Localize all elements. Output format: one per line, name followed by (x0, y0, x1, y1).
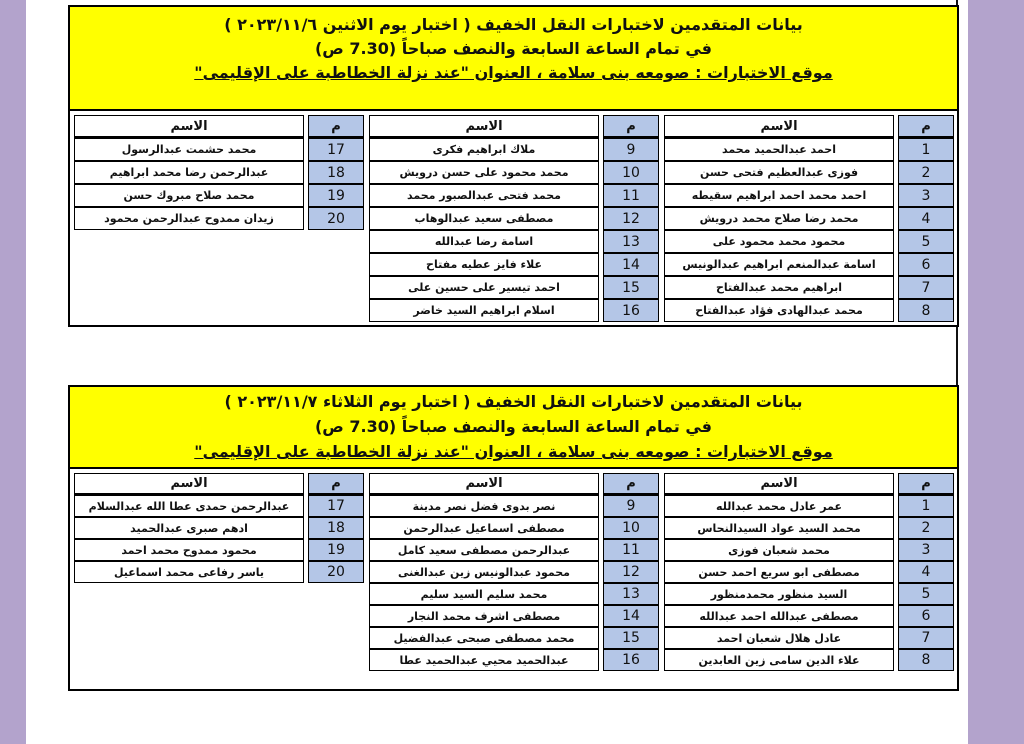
candidate-number: 2 (898, 161, 954, 184)
candidate-name: مصطفى ابو سريع احمد حسن (664, 561, 894, 583)
candidate-number: 17 (308, 495, 364, 517)
candidate-name: نصر بدوى فضل نصر مدينة (369, 495, 599, 517)
candidate-number: 17 (308, 138, 364, 161)
table-row (74, 539, 364, 561)
banner-location: موقع الاختبارات : صومعه بنى سلامة ، العنوان "عند نزلة الخطاطبة على الإقليمى" (194, 442, 833, 461)
candidate-name: ملاك ابراهيم فكرى (369, 138, 599, 161)
candidate-number: 19 (308, 184, 364, 207)
candidate-name: اسامة رضا عبدالله (369, 230, 599, 253)
table-row (664, 649, 954, 671)
candidate-number: 1 (898, 138, 954, 161)
table-row (74, 517, 364, 539)
candidate-number: 1 (898, 495, 954, 517)
candidate-name: ياسر رفاعى محمد اسماعيل (74, 561, 304, 583)
candidate-number: 9 (603, 495, 659, 517)
candidate-name: محمد السيد عواد السيدالنحاس (664, 517, 894, 539)
header-name: الاسم (664, 473, 894, 495)
header-name: الاسم (369, 473, 599, 495)
candidate-name: احمد محمد احمد ابراهيم سقيطه (664, 184, 894, 207)
sheet-banner (70, 7, 957, 111)
candidate-name: عبدالرحمن حمدى عطا الله عبدالسلام (74, 495, 304, 517)
banner-location: موقع الاختبارات : صومعه بنى سلامة ، العنوان "عند نزلة الخطاطبة على الإقليمى" (194, 63, 833, 82)
table-row (664, 184, 954, 207)
table-row (369, 138, 659, 161)
candidate-name: ادهم صبرى عبدالحميد (74, 517, 304, 539)
table-row (369, 583, 659, 605)
table-row (664, 253, 954, 276)
table-row (664, 495, 954, 517)
candidate-name: محمد رضا صلاح محمد درويش (664, 207, 894, 230)
candidate-name: محمد عبدالهادى فؤاد عبدالفتاح (664, 299, 894, 322)
candidate-name: ابراهيم محمد عبدالفتاح (664, 276, 894, 299)
candidate-number: 20 (308, 561, 364, 583)
candidate-number: 13 (603, 230, 659, 253)
candidate-name: علاء فايز عطيه مفتاح (369, 253, 599, 276)
header-number: م (308, 473, 364, 495)
table-row (664, 138, 954, 161)
candidate-number: 20 (308, 207, 364, 230)
candidate-name: محمد حشمت عبدالرسول (74, 138, 304, 161)
candidate-number: 7 (898, 627, 954, 649)
table-row (369, 184, 659, 207)
candidate-number: 11 (603, 184, 659, 207)
banner-time: في تمام الساعة السابعة والنصف صباحاً (7.30 ص) (314, 39, 713, 58)
banner-title: بيانات المتقدمين لاختبارات النقل الخفيف ( اختبار يوم الثلاثاء ٢٠٢٣/١١/٧ ) (224, 392, 803, 411)
header-number: م (603, 115, 659, 138)
candidate-number: 15 (603, 276, 659, 299)
candidate-name: مصطفى سعيد عبدالوهاب (369, 207, 599, 230)
candidate-name: محمد سليم السيد سليم (369, 583, 599, 605)
candidate-number: 16 (603, 649, 659, 671)
table-row (74, 184, 364, 207)
candidate-number: 13 (603, 583, 659, 605)
candidate-name: عبدالرحمن رضا محمد ابراهيم (74, 161, 304, 184)
table-row (369, 627, 659, 649)
candidate-name: عبدالحميد محيي عبدالحميد عطا (369, 649, 599, 671)
candidate-name: اسلام ابراهيم السيد خاضر (369, 299, 599, 322)
candidate-number: 14 (603, 605, 659, 627)
table-row (74, 495, 364, 517)
table-row (74, 207, 364, 230)
candidate-name: اسامة عبدالمنعم ابراهيم عبدالونيس (664, 253, 894, 276)
candidate-number: 9 (603, 138, 659, 161)
banner-time: في تمام الساعة السابعة والنصف صباحاً (7.30 ص) (314, 417, 713, 436)
candidate-name: زيدان ممدوح عبدالرحمن محمود (74, 207, 304, 230)
table-row (369, 230, 659, 253)
candidate-number: 16 (603, 299, 659, 322)
candidate-name: محمود عبدالونيس زين عبدالغنى (369, 561, 599, 583)
table-row (664, 207, 954, 230)
table-row (369, 649, 659, 671)
candidate-name: مصطفى اشرف محمد النجار (369, 605, 599, 627)
table-row (664, 230, 954, 253)
header-number: م (603, 473, 659, 495)
table-row (74, 161, 364, 184)
candidate-name: محمد فتحى عبدالصبور محمد (369, 184, 599, 207)
table-row (369, 161, 659, 184)
header-number: م (898, 473, 954, 495)
table-header (369, 473, 659, 495)
table-row (369, 605, 659, 627)
candidate-name: فوزى عبدالعظيم فتحى حسن (664, 161, 894, 184)
table-header (664, 473, 954, 495)
candidate-name: احمد تيسير على حسين على (369, 276, 599, 299)
table-header (74, 473, 364, 495)
candidate-number: 5 (898, 583, 954, 605)
candidate-number: 14 (603, 253, 659, 276)
table-row (664, 276, 954, 299)
candidate-number: 12 (603, 561, 659, 583)
table-row (664, 605, 954, 627)
candidate-name: عبدالرحمن مصطفى سعيد كامل (369, 539, 599, 561)
table-row (369, 207, 659, 230)
table-row (369, 517, 659, 539)
table-row (664, 517, 954, 539)
table-row (664, 583, 954, 605)
banner-title: بيانات المتقدمين لاختبارات النقل الخفيف ( اختبار يوم الاثنين ٢٠٢٣/١١/٦ ) (224, 15, 803, 34)
table-row (369, 495, 659, 517)
table-row (664, 299, 954, 322)
candidate-name: محمد مصطفى صبحى عبدالفضيل (369, 627, 599, 649)
exam-sheet-monday (68, 5, 959, 327)
candidate-name: محمد شعبان فوزى (664, 539, 894, 561)
candidate-number: 6 (898, 605, 954, 627)
candidate-name: محمود ممدوح محمد احمد (74, 539, 304, 561)
sheet-banner (70, 387, 957, 469)
table-row (74, 138, 364, 161)
candidate-name: عادل هلال شعبان احمد (664, 627, 894, 649)
table-row (74, 561, 364, 583)
candidate-number: 19 (308, 539, 364, 561)
candidate-name: محمد محمود على حسن درويش (369, 161, 599, 184)
table-row (369, 253, 659, 276)
table-header (369, 115, 659, 138)
candidate-number: 7 (898, 276, 954, 299)
table-header (74, 115, 364, 138)
candidate-number: 18 (308, 517, 364, 539)
candidate-name: مصطفى اسماعيل عبدالرحمن (369, 517, 599, 539)
table-row (664, 627, 954, 649)
candidate-number: 15 (603, 627, 659, 649)
table-header (664, 115, 954, 138)
header-name: الاسم (74, 115, 304, 138)
candidate-name: محمد صلاح مبروك حسن (74, 184, 304, 207)
candidate-number: 3 (898, 539, 954, 561)
table-row (664, 161, 954, 184)
header-name: الاسم (369, 115, 599, 138)
table-row (664, 561, 954, 583)
candidate-number: 8 (898, 649, 954, 671)
candidate-number: 10 (603, 517, 659, 539)
column-a (664, 115, 954, 322)
candidate-number: 18 (308, 161, 364, 184)
candidate-name: محمود محمد محمود على (664, 230, 894, 253)
candidate-number: 4 (898, 207, 954, 230)
candidate-number: 12 (603, 207, 659, 230)
candidate-number: 5 (898, 230, 954, 253)
column-c (74, 473, 364, 583)
header-number: م (898, 115, 954, 138)
candidate-number: 6 (898, 253, 954, 276)
candidate-name: مصطفى عبدالله احمد عبدالله (664, 605, 894, 627)
table-row (369, 299, 659, 322)
candidate-number: 2 (898, 517, 954, 539)
candidates-grid (70, 469, 957, 689)
candidate-name: عمر عادل محمد عبدالله (664, 495, 894, 517)
candidate-number: 4 (898, 561, 954, 583)
table-row (664, 539, 954, 561)
column-b (369, 115, 659, 322)
column-c (74, 115, 364, 230)
exam-sheet-tuesday (68, 385, 959, 691)
candidate-name: احمد عبدالحميد محمد (664, 138, 894, 161)
header-name: الاسم (664, 115, 894, 138)
header-name: الاسم (74, 473, 304, 495)
candidate-number: 8 (898, 299, 954, 322)
candidate-number: 11 (603, 539, 659, 561)
candidates-grid (70, 111, 957, 325)
candidate-number: 3 (898, 184, 954, 207)
table-row (369, 276, 659, 299)
table-row (369, 561, 659, 583)
candidate-name: السيد منظور محمدمنظور (664, 583, 894, 605)
column-a (664, 473, 954, 671)
candidate-name: علاء الدين سامى زين العابدين (664, 649, 894, 671)
column-b (369, 473, 659, 671)
table-row (369, 539, 659, 561)
candidate-number: 10 (603, 161, 659, 184)
header-number: م (308, 115, 364, 138)
